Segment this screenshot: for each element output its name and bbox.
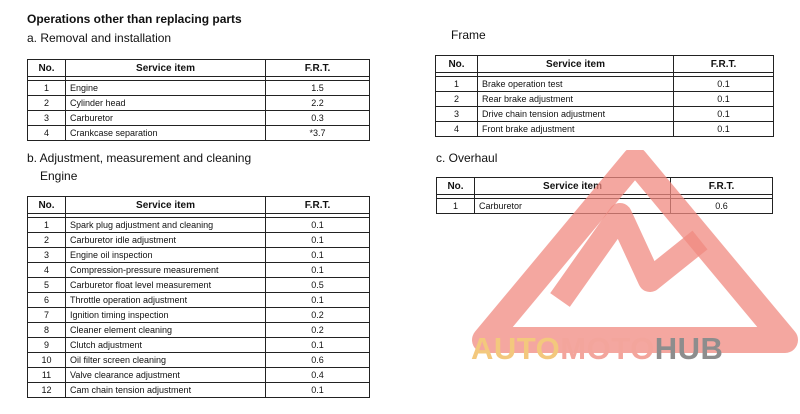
table-row <box>28 263 370 278</box>
col-header-no: No. <box>436 56 478 73</box>
row-frt: *3.7 <box>266 126 370 141</box>
table-row <box>436 77 774 92</box>
row-item: Rear brake adjustment <box>478 92 674 107</box>
row-item: Spark plug adjustment and cleaning <box>66 218 266 233</box>
col-header-frt: F.R.T. <box>266 60 370 77</box>
row-frt: 0.1 <box>674 77 774 92</box>
watermark-auto: AUTO <box>471 331 561 366</box>
row-frt: 0.1 <box>266 338 370 353</box>
table-row <box>28 218 370 233</box>
row-item: Carburetor <box>66 111 266 126</box>
table-row <box>28 233 370 248</box>
col-header-frt: F.R.T. <box>266 197 370 214</box>
row-no: 3 <box>28 248 66 263</box>
table-row <box>28 383 370 398</box>
col-header-service-item: Service item <box>478 56 674 73</box>
table-row <box>28 248 370 263</box>
row-item: Oil filter screen cleaning <box>66 353 266 368</box>
col-header-frt: F.R.T. <box>671 178 773 195</box>
row-frt: 0.1 <box>266 233 370 248</box>
row-frt: 0.1 <box>266 263 370 278</box>
row-frt: 0.1 <box>266 218 370 233</box>
table-row <box>28 126 370 141</box>
row-frt: 0.1 <box>266 383 370 398</box>
table-row <box>436 122 774 137</box>
table-row <box>28 293 370 308</box>
watermark-hub: HUB <box>654 331 724 366</box>
section-a-label: a. Removal and installation <box>27 31 172 45</box>
row-no: 8 <box>28 323 66 338</box>
table-row <box>28 308 370 323</box>
row-no: 9 <box>28 338 66 353</box>
row-no: 1 <box>28 218 66 233</box>
col-header-service-item: Service item <box>475 178 671 195</box>
row-item: Brake operation test <box>478 77 674 92</box>
table-header-row <box>436 56 774 73</box>
table-row <box>436 107 774 122</box>
row-frt: 0.1 <box>674 92 774 107</box>
table-row <box>28 338 370 353</box>
watermark-text <box>471 331 723 367</box>
row-no: 5 <box>28 278 66 293</box>
adjustment-engine-table <box>27 196 370 398</box>
row-item: Drive chain tension adjustment <box>478 107 674 122</box>
row-item: Front brake adjustment <box>478 122 674 137</box>
row-frt: 0.1 <box>266 293 370 308</box>
col-header-service-item: Service item <box>66 197 266 214</box>
section-c-label: c. Overhaul <box>436 151 498 165</box>
watermark-moto: MOTO <box>560 331 655 366</box>
engine-sublabel: Engine <box>40 169 78 183</box>
table-header-row <box>28 60 370 77</box>
col-header-frt: F.R.T. <box>674 56 774 73</box>
frame-table <box>435 55 774 137</box>
col-header-no: No. <box>28 197 66 214</box>
row-frt: 1.5 <box>266 81 370 96</box>
removal-installation-table <box>27 59 370 141</box>
row-no: 12 <box>28 383 66 398</box>
row-frt: 0.1 <box>674 107 774 122</box>
row-frt: 0.6 <box>671 199 773 214</box>
table-row <box>28 278 370 293</box>
row-frt: 0.1 <box>266 248 370 263</box>
row-item: Throttle operation adjustment <box>66 293 266 308</box>
row-no: 2 <box>436 92 478 107</box>
row-no: 7 <box>28 308 66 323</box>
frame-label: Frame <box>451 28 486 42</box>
row-frt: 0.3 <box>266 111 370 126</box>
row-no: 3 <box>28 111 66 126</box>
row-no: 1 <box>436 77 478 92</box>
row-item: Cam chain tension adjustment <box>66 383 266 398</box>
table-row <box>28 81 370 96</box>
section-b-label: b. Adjustment, measurement and cleaning <box>27 151 252 165</box>
row-frt: 0.2 <box>266 323 370 338</box>
row-frt: 0.1 <box>674 122 774 137</box>
row-item: Compression-pressure measurement <box>66 263 266 278</box>
row-no: 4 <box>436 122 478 137</box>
col-header-no: No. <box>28 60 66 77</box>
row-frt: 0.4 <box>266 368 370 383</box>
row-no: 1 <box>437 199 475 214</box>
row-no: 4 <box>28 263 66 278</box>
row-item: Valve clearance adjustment <box>66 368 266 383</box>
row-item: Ignition timing inspection <box>66 308 266 323</box>
row-no: 3 <box>436 107 478 122</box>
row-item: Carburetor <box>475 199 671 214</box>
table-row <box>28 368 370 383</box>
row-item: Crankcase separation <box>66 126 266 141</box>
row-no: 1 <box>28 81 66 96</box>
table-row <box>28 111 370 126</box>
row-no: 6 <box>28 293 66 308</box>
row-frt: 2.2 <box>266 96 370 111</box>
col-header-service-item: Service item <box>66 60 266 77</box>
row-no: 2 <box>28 233 66 248</box>
row-frt: 0.6 <box>266 353 370 368</box>
page-title: Operations other than replacing parts <box>27 12 242 26</box>
row-item: Engine oil inspection <box>66 248 266 263</box>
table-row <box>28 353 370 368</box>
row-no: 2 <box>28 96 66 111</box>
row-frt: 0.5 <box>266 278 370 293</box>
row-item: Engine <box>66 81 266 96</box>
table-row <box>436 92 774 107</box>
row-item: Cylinder head <box>66 96 266 111</box>
table-row <box>28 96 370 111</box>
row-item: Carburetor idle adjustment <box>66 233 266 248</box>
table-header-row <box>28 197 370 214</box>
row-item: Carburetor float level measurement <box>66 278 266 293</box>
row-item: Clutch adjustment <box>66 338 266 353</box>
row-no: 4 <box>28 126 66 141</box>
row-no: 11 <box>28 368 66 383</box>
table-row <box>28 323 370 338</box>
row-frt: 0.2 <box>266 308 370 323</box>
row-item: Cleaner element cleaning <box>66 323 266 338</box>
col-header-no: No. <box>437 178 475 195</box>
row-no: 10 <box>28 353 66 368</box>
